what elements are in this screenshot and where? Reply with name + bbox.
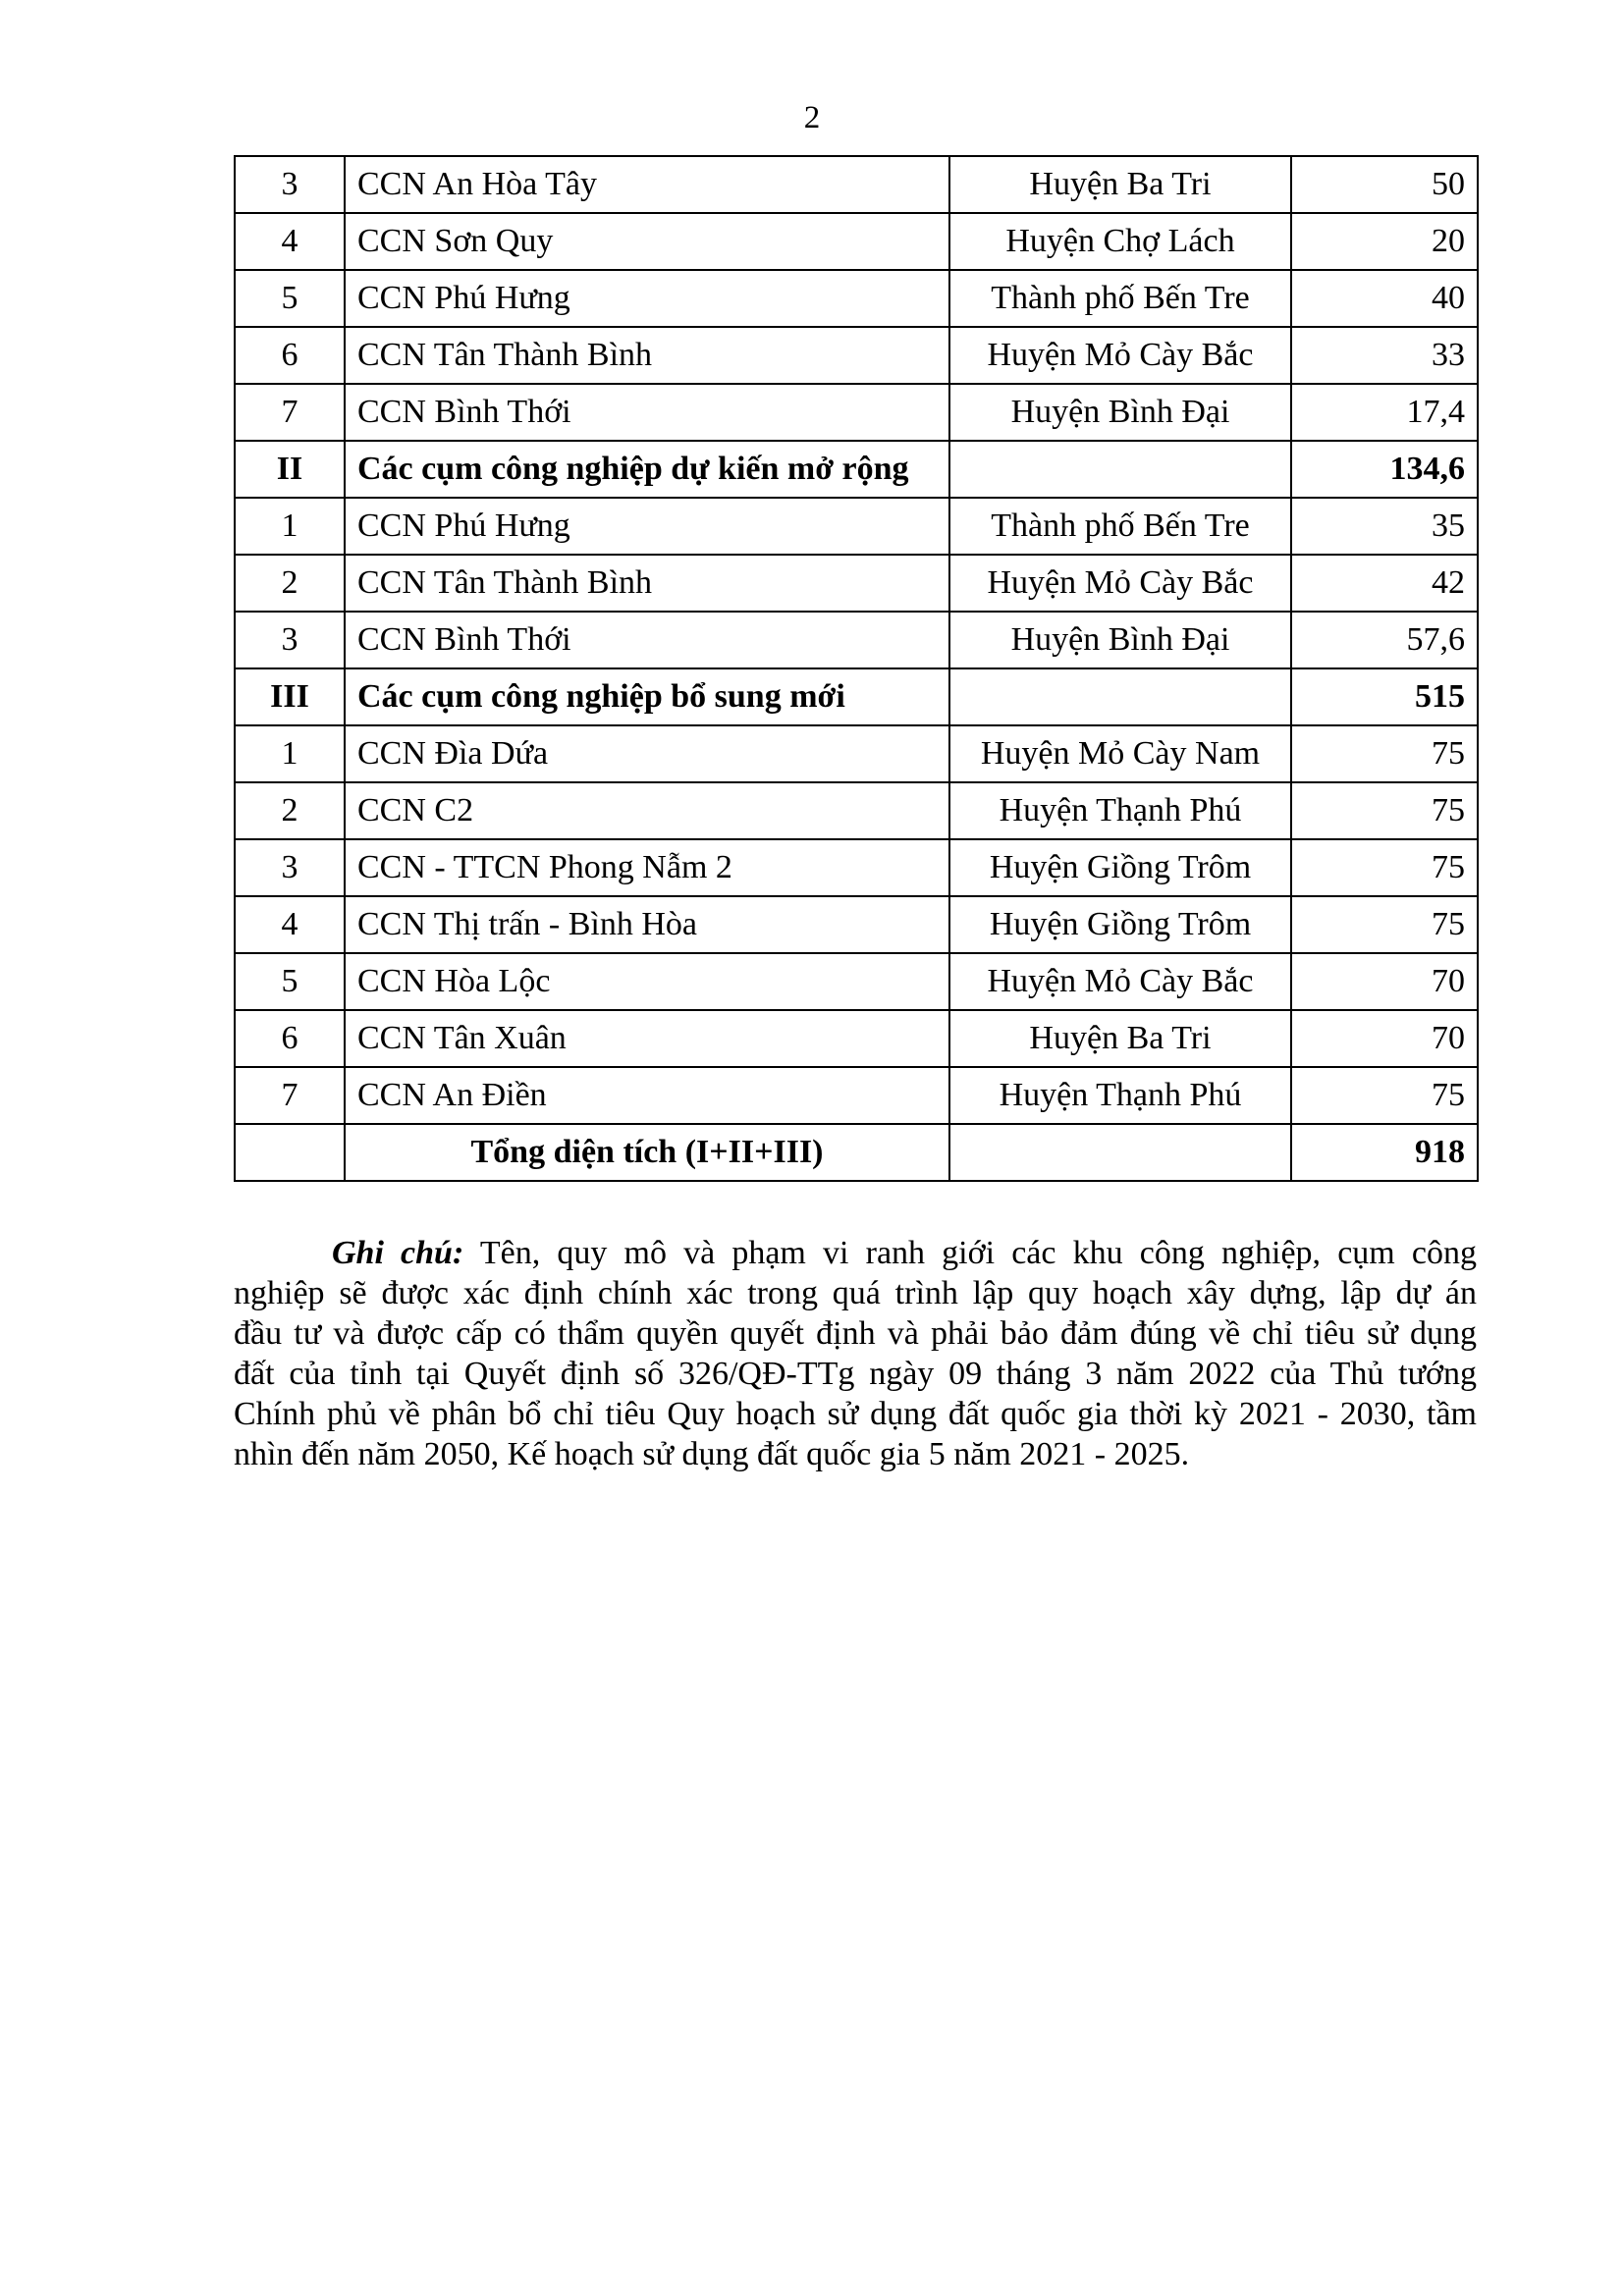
table-group-row: [235, 668, 1478, 725]
table-row: [235, 555, 1478, 612]
location-cell: Thành phố Bến Tre: [949, 498, 1291, 555]
name-cell: CCN An Điền: [345, 1067, 949, 1124]
location-cell: Huyện Mỏ Cày Bắc: [949, 555, 1291, 612]
location-cell: [949, 668, 1291, 725]
stt-cell: 3: [235, 156, 345, 213]
note-line-text: Tên, quy mô và phạm vi ranh giới các khu công nghiệp, cụm công: [463, 1235, 1477, 1271]
note-line: [234, 1233, 1477, 1273]
table-row: [235, 896, 1478, 953]
area-cell: 75: [1291, 1067, 1478, 1124]
name-cell: CCN Hòa Lộc: [345, 953, 949, 1010]
name-cell: CCN Tân Xuân: [345, 1010, 949, 1067]
total-stt-cell: [235, 1124, 345, 1181]
total-location-cell: [949, 1124, 1291, 1181]
name-cell: CCN - TTCN Phong Nẫm 2: [345, 839, 949, 896]
location-cell: Huyện Thạnh Phú: [949, 1067, 1291, 1124]
name-cell: CCN Phú Hưng: [345, 498, 949, 555]
name-cell: CCN C2: [345, 782, 949, 839]
location-cell: Thành phố Bến Tre: [949, 270, 1291, 327]
stt-cell: 5: [235, 953, 345, 1010]
table-row: [235, 839, 1478, 896]
location-cell: Huyện Bình Đại: [949, 384, 1291, 441]
location-cell: Huyện Giồng Trôm: [949, 839, 1291, 896]
stt-cell: 2: [235, 555, 345, 612]
stt-cell: 7: [235, 384, 345, 441]
total-area-cell: 918: [1291, 1124, 1478, 1181]
table-row: [235, 270, 1478, 327]
table-row: [235, 1010, 1478, 1067]
stt-cell: 7: [235, 1067, 345, 1124]
area-cell: 70: [1291, 953, 1478, 1010]
stt-cell: III: [235, 668, 345, 725]
stt-cell: 4: [235, 896, 345, 953]
area-cell: 33: [1291, 327, 1478, 384]
stt-cell: II: [235, 441, 345, 498]
name-cell: CCN Đìa Dứa: [345, 725, 949, 782]
stt-cell: 5: [235, 270, 345, 327]
table-row: [235, 725, 1478, 782]
name-cell: CCN Tân Thành Bình: [345, 327, 949, 384]
location-cell: Huyện Mỏ Cày Nam: [949, 725, 1291, 782]
name-cell: Các cụm công nghiệp dự kiến mở rộng: [345, 441, 949, 498]
table-row: [235, 384, 1478, 441]
name-cell: CCN Thị trấn - Bình Hòa: [345, 896, 949, 953]
name-cell: CCN Bình Thới: [345, 612, 949, 668]
location-cell: Huyện Ba Tri: [949, 1010, 1291, 1067]
name-cell: CCN Tân Thành Bình: [345, 555, 949, 612]
stt-cell: 6: [235, 1010, 345, 1067]
note-line: nhìn đến năm 2050, Kế hoạch sử dụng đất quốc gia 5 năm 2021 - 2025.: [234, 1436, 1190, 1472]
stt-cell: 6: [235, 327, 345, 384]
total-label-cell: Tổng diện tích (I+II+III): [345, 1124, 949, 1181]
table-row: [235, 782, 1478, 839]
location-cell: Huyện Bình Đại: [949, 612, 1291, 668]
note-line: nghiệp sẽ được xác định chính xác trong quá trình lập quy hoạch xây dựng, lập dự án: [234, 1275, 1477, 1311]
area-cell: 515: [1291, 668, 1478, 725]
stt-cell: 3: [235, 839, 345, 896]
note-label: Ghi chú:: [332, 1235, 464, 1271]
area-cell: 134,6: [1291, 441, 1478, 498]
table-row: [235, 953, 1478, 1010]
area-cell: 75: [1291, 896, 1478, 953]
table-body: [235, 156, 1478, 1181]
location-cell: Huyện Chợ Lách: [949, 213, 1291, 270]
stt-cell: 1: [235, 498, 345, 555]
location-cell: Huyện Ba Tri: [949, 156, 1291, 213]
stt-cell: 4: [235, 213, 345, 270]
table-row: [235, 1067, 1478, 1124]
area-cell: 20: [1291, 213, 1478, 270]
name-cell: CCN Sơn Quy: [345, 213, 949, 270]
area-cell: 75: [1291, 725, 1478, 782]
area-cell: 50: [1291, 156, 1478, 213]
area-cell: 35: [1291, 498, 1478, 555]
table-group-row: [235, 441, 1478, 498]
table-row: [235, 498, 1478, 555]
name-cell: CCN An Hòa Tây: [345, 156, 949, 213]
location-cell: [949, 441, 1291, 498]
area-cell: 17,4: [1291, 384, 1478, 441]
area-cell: 75: [1291, 782, 1478, 839]
note-line: đất của tỉnh tại Quyết định số 326/QĐ-TTg ngày 09 tháng 3 năm 2022 của Thủ tướng: [234, 1356, 1477, 1392]
table-row: [235, 156, 1478, 213]
area-cell: 75: [1291, 839, 1478, 896]
stt-cell: 2: [235, 782, 345, 839]
table-row: [235, 612, 1478, 668]
name-cell: Các cụm công nghiệp bổ sung mới: [345, 668, 949, 725]
location-cell: Huyện Giồng Trôm: [949, 896, 1291, 953]
page-number: 2: [803, 100, 821, 135]
note-line: Chính phủ về phân bổ chỉ tiêu Quy hoạch sử dụng đất quốc gia thời kỳ 2021 - 2030, tầm: [234, 1396, 1477, 1432]
stt-cell: 1: [235, 725, 345, 782]
note-paragraph: [234, 1233, 1477, 1474]
note-line: đầu tư và được cấp có thẩm quyền quyết định và phải bảo đảm đúng về chỉ tiêu sử dụng: [234, 1315, 1477, 1352]
table-row: [235, 327, 1478, 384]
table-total-row: [235, 1124, 1478, 1181]
table-row: [235, 213, 1478, 270]
location-cell: Huyện Thạnh Phú: [949, 782, 1291, 839]
industrial-cluster-table: [234, 155, 1479, 1182]
location-cell: Huyện Mỏ Cày Bắc: [949, 953, 1291, 1010]
area-cell: 42: [1291, 555, 1478, 612]
area-cell: 40: [1291, 270, 1478, 327]
area-cell: 70: [1291, 1010, 1478, 1067]
stt-cell: 3: [235, 612, 345, 668]
name-cell: CCN Phú Hưng: [345, 270, 949, 327]
area-cell: 57,6: [1291, 612, 1478, 668]
name-cell: CCN Bình Thới: [345, 384, 949, 441]
location-cell: Huyện Mỏ Cày Bắc: [949, 327, 1291, 384]
